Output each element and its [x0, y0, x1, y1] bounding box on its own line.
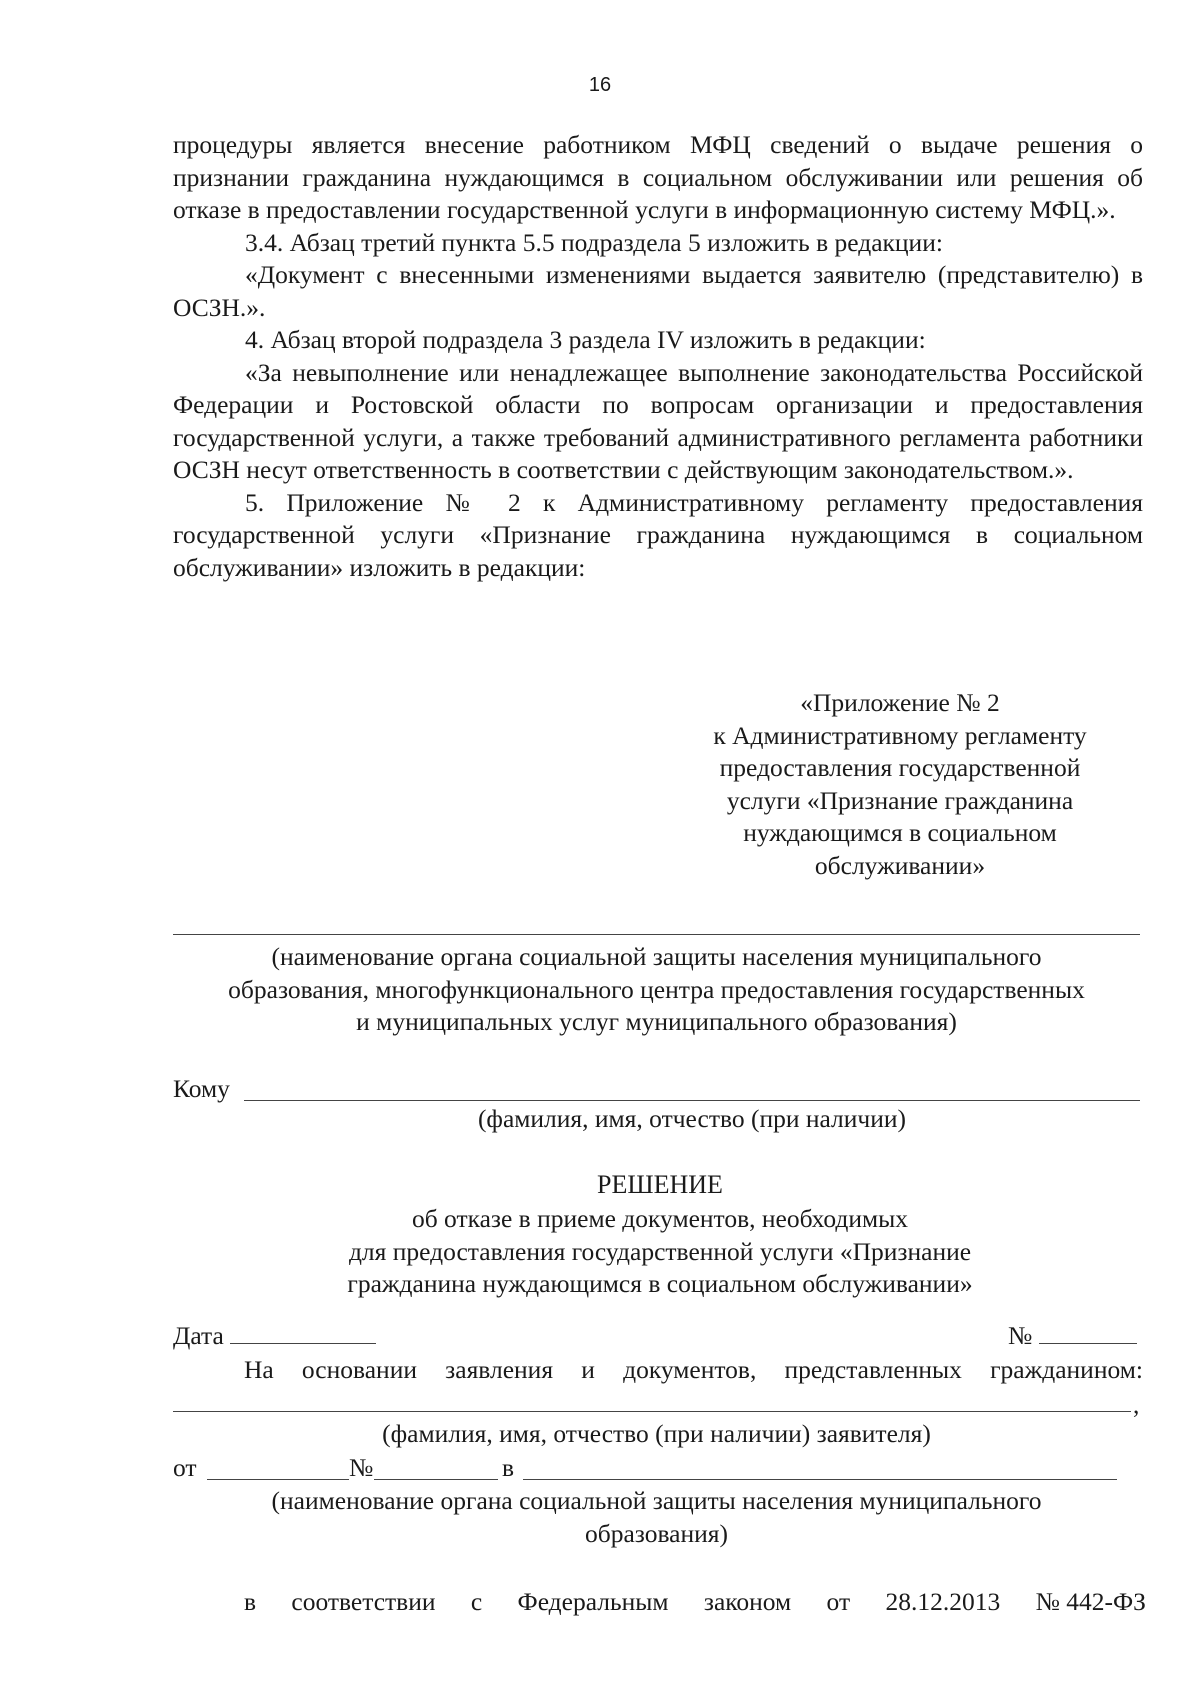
authority-caption: (наименование органа социальной защиты населения муниципального образования, многофункционального центра предоставления государственных и муниципальных услуг муниципального образования) — [228, 942, 1085, 1036]
applicant-caption: (фамилия, имя, отчество (при наличии) заявителя) — [382, 1419, 931, 1448]
document-body — [173, 129, 1143, 584]
basis-line: На основании заявления и документов, представленных гражданином: — [244, 1355, 1143, 1384]
annex-line: нуждающимся в социальном — [743, 818, 1057, 847]
number-blank — [1039, 1321, 1137, 1344]
annex-line: предоставления государственной — [719, 753, 1081, 782]
annex-line: «Приложение № 2 — [800, 688, 1000, 717]
annex-header — [650, 687, 1150, 882]
law-line: в соответствии с Федеральным законом от 28.12.2013 № 442-ФЗ — [244, 1587, 1146, 1616]
to-label: Кому — [173, 1074, 230, 1103]
osz-blank — [523, 1479, 1117, 1480]
from-label: от — [173, 1453, 197, 1482]
paragraph: процедуры является внесение работником МФЦ сведений о выдаче решения о признании гражданина нуждающимся в социальном обслуживании или решения об отказе в предоставлении государственной услуги в информационную систему МФЦ.». — [173, 130, 1143, 224]
date-label: Дата — [173, 1320, 376, 1353]
annex-line: обслуживании» — [814, 850, 986, 880]
to-caption: (фамилия, имя, отчество (при наличии) — [477, 1104, 907, 1133]
from-number-label: № — [349, 1453, 374, 1482]
annex-line: услуги «Признание гражданина — [726, 785, 1074, 815]
number-label: № — [1008, 1320, 1137, 1353]
page-number: 16 — [588, 74, 612, 96]
paragraph: «Документ с внесенными изменениями выдается заявителю (представителю) в ОСЗН.». — [173, 260, 1143, 322]
decision-subtitle: об отказе в приеме документов, необходимых для предоставления государственной услуги «Признание гражданина нуждающимся в социальном обслуживании» — [347, 1204, 973, 1298]
from-date-blank — [207, 1479, 349, 1480]
paragraph: «За невыполнение или ненадлежащее выполнение законодательства Российской Федерации и Ростовской области по вопросам организации и предоставления государственной услуги, а также требований административного регламента работники ОСЗН несут ответственность в соответствии с действующим законодательством.». — [173, 357, 1143, 484]
osz-caption: (наименование органа социальной защиты населения муниципального образования) — [271, 1486, 1042, 1548]
from-number-blank — [374, 1479, 498, 1480]
decision-title: РЕШЕНИЕ — [597, 1170, 723, 1199]
in-label: в — [502, 1453, 515, 1482]
date-blank — [230, 1321, 376, 1344]
annex-line: к Административному регламенту — [713, 720, 1087, 750]
paragraph: 3.4. Абзац третий пункта 5.5 подраздела 5 изложить в редакции: — [245, 227, 943, 257]
applicant-line-comma: , — [1133, 1390, 1140, 1419]
paragraph: 5. Приложение № 2 к Административному регламенту предоставления государственной услуги «Признание гражданина нуждающимся в социальном обслуживании» изложить в редакции: — [173, 487, 1143, 582]
paragraph: 4. Абзац второй подраздела 3 раздела IV изложить в редакции: — [245, 325, 926, 354]
applicant-line — [173, 1411, 1131, 1412]
authority-line — [173, 934, 1140, 935]
to-line — [244, 1100, 1140, 1101]
